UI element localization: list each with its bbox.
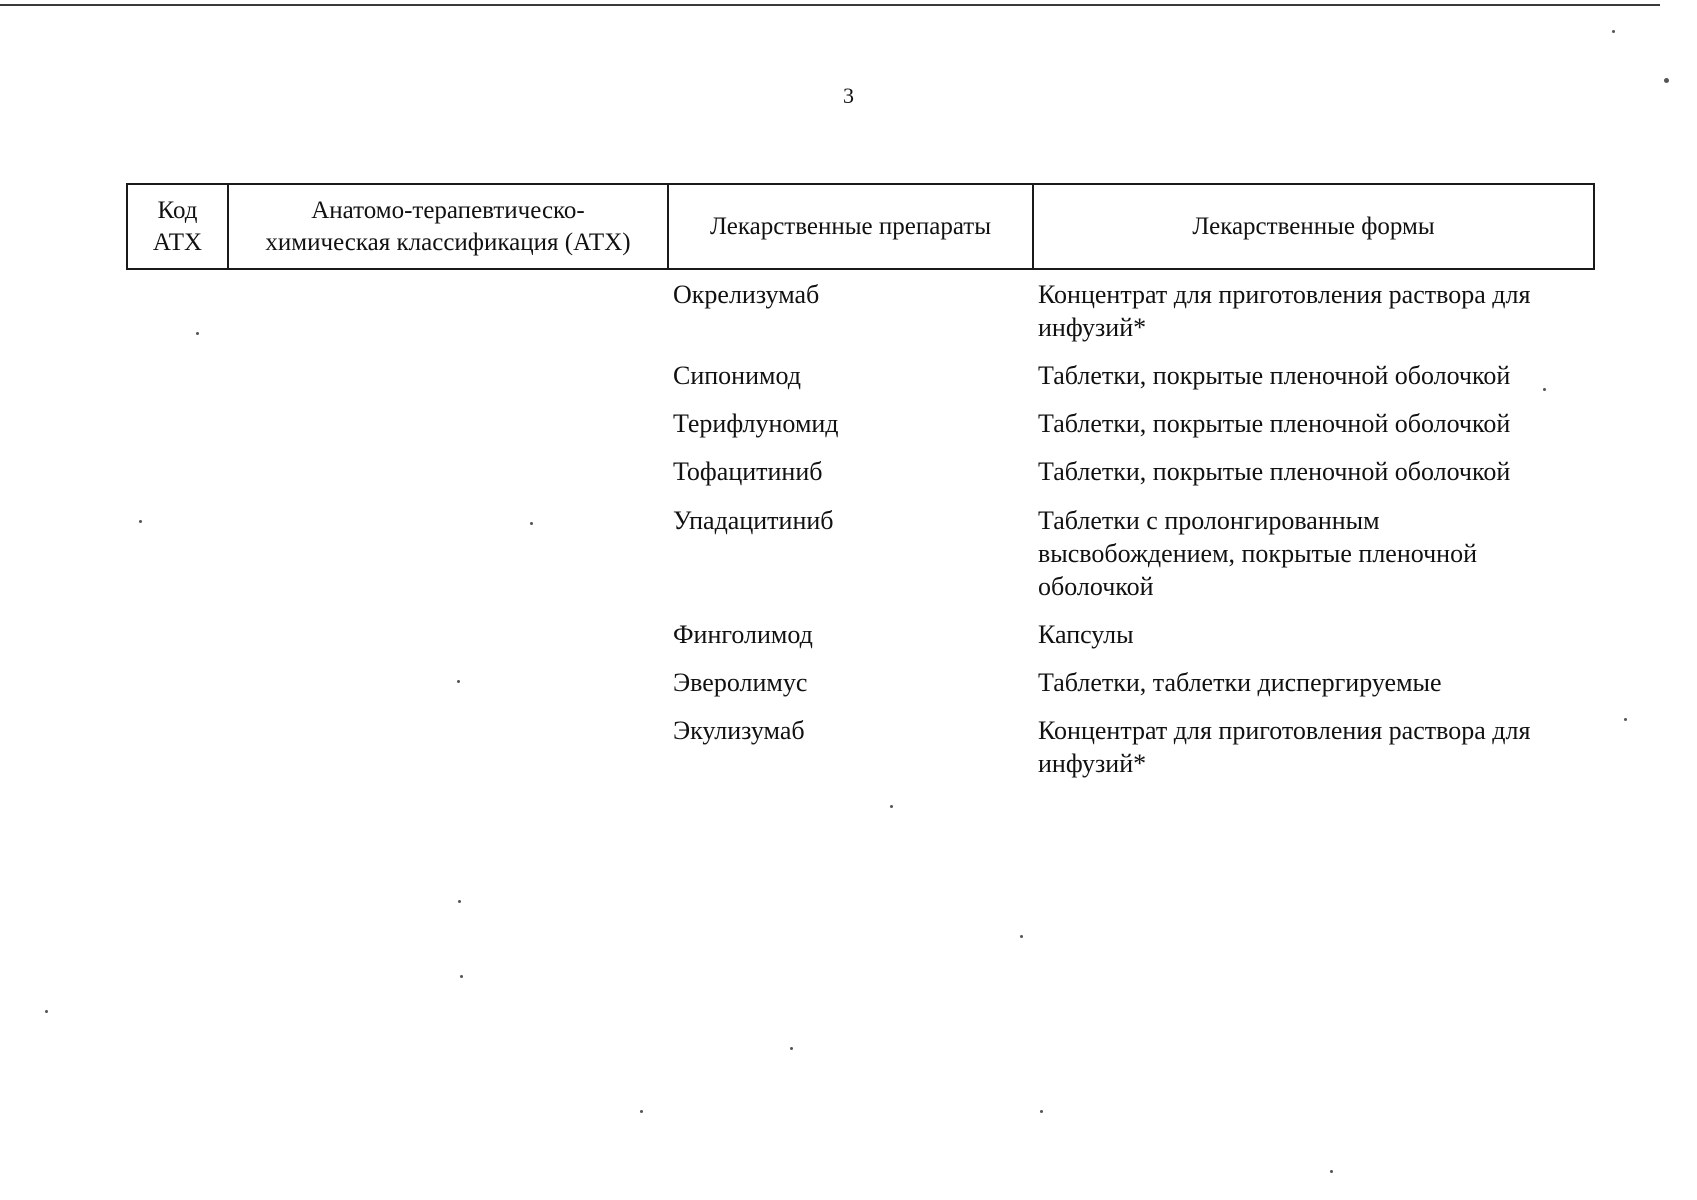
dosage-form: [1038, 455, 1598, 488]
drug-name: Сипонимод: [673, 361, 801, 390]
dosage-form-line: Таблетки, покрытые пленочной оболочкой: [1038, 457, 1511, 486]
scan-speck: [457, 680, 460, 683]
header-code-atx: [128, 185, 229, 268]
drug-name: Тофацитиниб: [673, 457, 823, 486]
dosage-form-line: Таблетки с пролонгированным: [1038, 506, 1380, 535]
drug-name: Упадацитиниб: [673, 506, 834, 535]
dosage-form-line: Таблетки, покрытые пленочной оболочкой: [1038, 409, 1511, 438]
dosage-form: [1038, 618, 1598, 651]
header-classification-line-1: Анатомо-терапевтическо-: [311, 196, 585, 224]
header-drugs: Лекарственные препараты: [669, 185, 1034, 268]
scan-speck: [530, 522, 533, 525]
dosage-form-line: оболочкой: [1038, 572, 1154, 601]
dosage-form: [1038, 407, 1598, 440]
scan-speck: [1612, 30, 1615, 33]
dosage-form: [1038, 359, 1598, 392]
dosage-form-line: высвобождением, покрытые пленочной: [1038, 539, 1477, 568]
scan-speck: [139, 520, 142, 523]
scan-speck: [890, 805, 893, 808]
dosage-form-line: Таблетки, покрытые пленочной оболочкой: [1038, 361, 1511, 390]
scan-speck: [460, 975, 463, 978]
scan-speck: [640, 1110, 643, 1113]
dosage-form-line: Концентрат для приготовления раствора для: [1038, 716, 1531, 745]
drug-name: Экулизумаб: [673, 716, 805, 745]
dosage-form-line: инфузий*: [1038, 313, 1147, 342]
drug-name: Эверолимус: [673, 668, 808, 697]
dosage-form-line: Концентрат для приготовления раствора для: [1038, 280, 1531, 309]
scan-speck: [196, 332, 199, 335]
page-number: 3: [843, 83, 854, 108]
drug-name: Терифлуномид: [673, 409, 839, 438]
scan-speck: [1040, 1110, 1043, 1113]
header-classification-line-2: химическая классификация (АТХ): [265, 228, 631, 256]
dosage-form: [1038, 666, 1598, 699]
scan-speck: [790, 1047, 793, 1050]
scan-top-edge-line: [0, 4, 1660, 6]
header-code-line-1: Код: [157, 196, 198, 224]
scan-speck: [458, 900, 461, 903]
dosage-form-line: инфузий*: [1038, 749, 1147, 778]
header-atc-classification: [229, 185, 669, 268]
scan-speck: [1543, 388, 1546, 391]
drug-name: Финголимод: [673, 620, 813, 649]
table-header: [126, 183, 1595, 270]
scan-speck: [45, 1010, 48, 1013]
scan-speck: [1330, 1170, 1333, 1173]
dosage-form-line: Таблетки, таблетки диспергируемые: [1038, 668, 1442, 697]
header-code-line-2: АТХ: [152, 228, 203, 256]
scan-speck: [1624, 718, 1627, 721]
dosage-form: [1038, 504, 1598, 603]
scan-speck: [1664, 78, 1669, 83]
dosage-form: [1038, 278, 1598, 344]
header-dosage-forms: Лекарственные формы: [1192, 212, 1435, 240]
drug-name: Окрелизумаб: [673, 280, 820, 309]
dosage-form: [1038, 714, 1598, 780]
scan-speck: [1020, 935, 1023, 938]
dosage-form-line: Капсулы: [1038, 620, 1134, 649]
